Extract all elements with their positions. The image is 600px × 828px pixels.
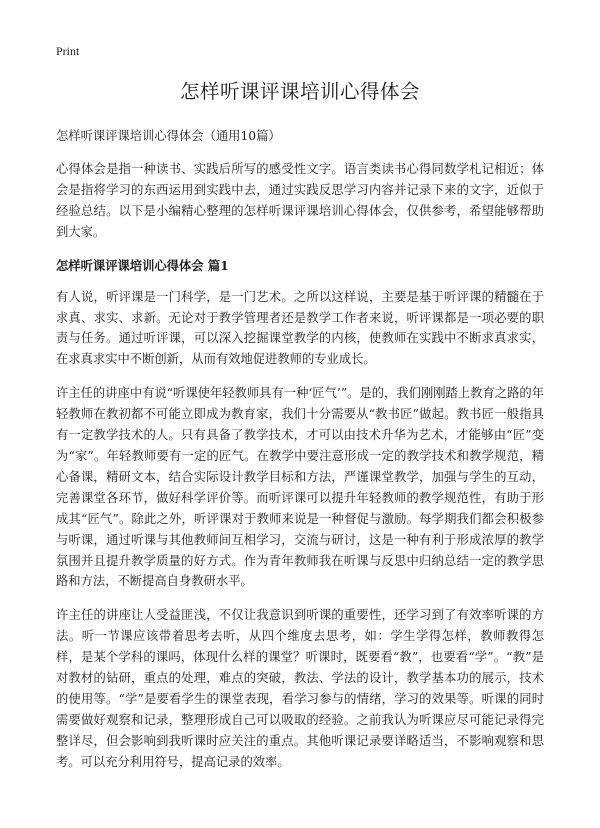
page-title: 怎样听课评课培训心得体会 [179,80,420,103]
body-paragraph-1: 有人说，听评课是一门科学，是一门艺术。之所以这样说，主要是基于听评课的精髓在于求真、求实、求新。无论对于教学管理者还是教学工作者来说，听评课都是一项必要的职责与任务。通过听评课，可以深入挖掘课堂教学的内核，使教师在实践中不断求真求实，在求真求实中不断创新，从而有效地促进教师的专业成长。 [56,289,544,367]
document-page [56,44,544,786]
document-subtitle: 怎样听课评课培训心得体会（通用10篇） [56,129,281,143]
intro-paragraph: 心得体会是指一种读书、实践后所写的感受性文字。语言类读书心得同数学札记相近；体会是指将学习的东西运用到实践中去，通过实践反思学习内容并记录下来的文字，近似于经验总结。以下是小编精心整理的怎样听课评课培训心得体会，仅供参考，希望能够帮助到大家。 [56,162,544,239]
body-paragraph-3: 许主任的讲座让人受益匪浅，不仅让我意识到听课的重要性，还学习到了有效率听课的方法。听一节课应该带着思考去听，从四个维度去思考，如：学生学得怎样，教师教得怎样，是某个学科的课吗，体现什么样的课堂？听课时，既要看“教”，也要看“学”。“教”是对教材的钻研，重点的处理，难点的突破，教法、学法的设计，教学基本功的展示，技术的使用等。“学”是要看学生的课堂表现，看学习参与的情绪，学习的效果等。听课的同时需要做好观察和记录，整理形成自己可以吸取的经验。之前我认为听课应尽可能记录得完整详尽，但会影响到我听课时应关注的重点。其他听课记录要详略适当，不影响观察和思考。可以充分利用符号，提高记录的效率。 [56,608,544,769]
print-link[interactable]: Print [56,44,80,58]
body-paragraph-2: 许主任的讲座中有说“听课使年轻教师具有一种‘匠气’”。是的，我们刚刚踏上教育之路的年轻教师在教初都不可能立即成为教育家，我们十分需要从“教书匠”做起。教书匠一般指具有一定教学技术的人。只有具备了教学技术，才可以由技术升华为艺术，才能够由“匠”变为“家”。年轻教师要有一定的匠气。在教学中要注意形成一定的教学技术和教学规范，精心备课，精研文本，结合实际设计教学目标和方法，严谨课堂教学，加强与学生的互动，完善课堂各环节，做好科学评价等。而听评课可以提升年轻教师的教学规范性，有助于形成其“匠气”。除此之外，听评课对于教师来说是一种督促与激励。每学期我们都会积极参与听课，通过听课与其他教师间互相学习，交流与研讨，这是一种有利于形成浓厚的教学氛围并且提升教学质量的好方式。作为青年教师我在听课与反思中归纳总结一定的教学思路和方法，不断提高自身教研水平。 [56,386,544,589]
section-heading: 怎样听课评课培训心得体会 篇1 [56,257,229,273]
